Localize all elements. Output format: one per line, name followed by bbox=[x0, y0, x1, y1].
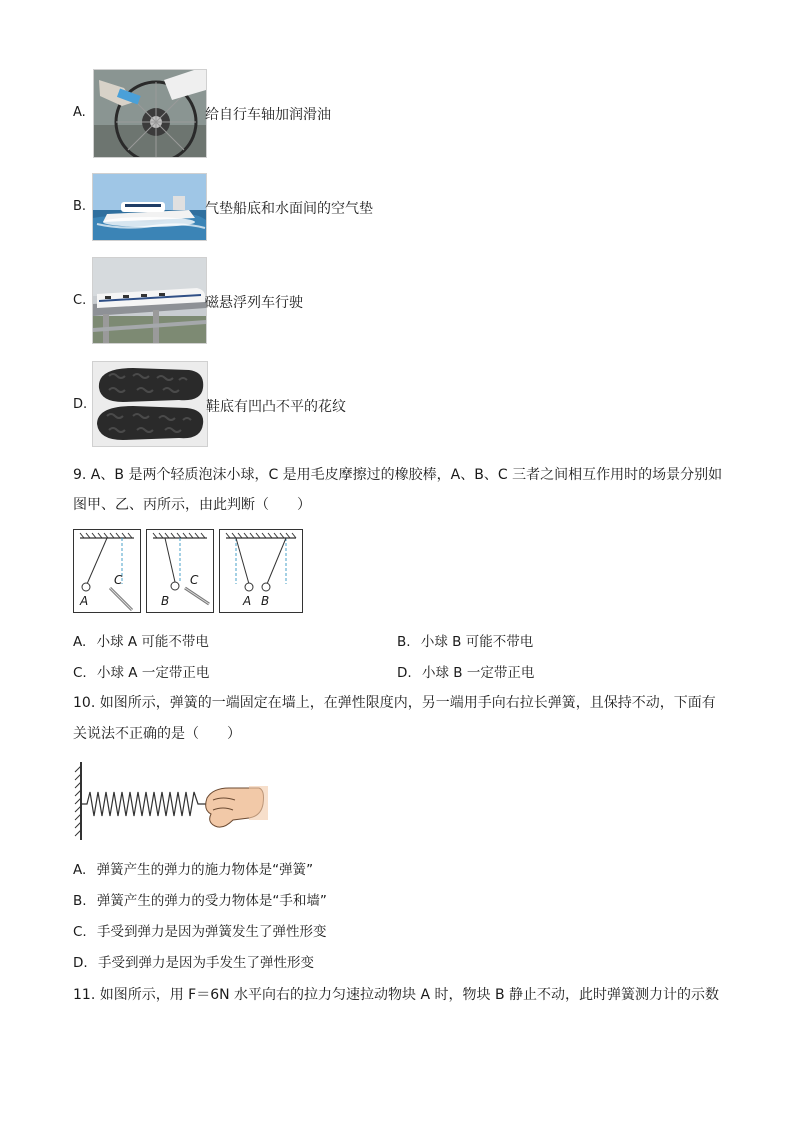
q9-choice-d[interactable] bbox=[397, 661, 534, 681]
q10-choice-c-text: 手受到弹力是因为弹簧发生了弹性形变 bbox=[97, 924, 327, 940]
q9-figure-panel-1 bbox=[73, 529, 141, 613]
q9-choice-c[interactable] bbox=[73, 661, 209, 681]
q10-stem-line2: 关说法不正确的是（ ） bbox=[73, 726, 241, 742]
option-d-text: 鞋底有凹凸不平的花纹 bbox=[206, 399, 346, 415]
q9-choice-a[interactable] bbox=[73, 630, 209, 650]
q9-choice-b-label: B. bbox=[397, 634, 411, 650]
shoe-sole-photo bbox=[92, 361, 208, 447]
q9-choice-d-label: D. bbox=[397, 665, 412, 681]
maglev-train-photo bbox=[92, 257, 207, 344]
q9-choice-b-text: 小球 B 可能不带电 bbox=[420, 634, 534, 650]
q9-figure-panel-2 bbox=[146, 529, 214, 613]
q9-figure-panel-3 bbox=[219, 529, 303, 613]
option-d-label: D. bbox=[73, 397, 88, 412]
q9-stem-line1: 9. A、B 是两个轻质泡沫小球，C 是用毛皮摩擦过的橡胶棒，A、B、C 三者之间相互作用时的场景分别如 bbox=[73, 467, 723, 483]
q10-choice-d-label: D. bbox=[73, 955, 88, 971]
option-c-text: 磁悬浮列车行驶 bbox=[205, 295, 303, 311]
hovercraft-photo bbox=[92, 173, 207, 241]
q10-choice-c[interactable] bbox=[73, 920, 327, 940]
q10-choice-a-text: 弹簧产生的弹力的施力物体是“弹簧” bbox=[96, 862, 314, 878]
q10-spring-figure bbox=[73, 760, 268, 842]
q9-choice-d-text: 小球 B 一定带正电 bbox=[421, 665, 535, 681]
option-c-label: C. bbox=[73, 293, 87, 308]
q9-fig2-label-c: C bbox=[190, 573, 199, 587]
option-b-text: 气垫船底和水面间的空气垫 bbox=[205, 201, 373, 217]
q9-fig2-label-b: B bbox=[161, 594, 170, 608]
q9-fig3-label-a: A bbox=[243, 594, 252, 608]
q11-stem-line1: 11. 如图所示，用 F＝6N 水平向右的拉力匀速拉动物块 A 时，物块 B 静止不动，此时弹簧测力计的示数 bbox=[73, 987, 720, 1003]
bicycle-oiling-photo bbox=[93, 69, 207, 158]
q9-fig1-label-c: C bbox=[114, 573, 123, 587]
q10-choice-b-label: B. bbox=[73, 893, 87, 909]
q9-choice-b[interactable] bbox=[397, 630, 533, 650]
q10-choice-b-text: 弹簧产生的弹力的受力物体是“手和墙” bbox=[96, 893, 327, 909]
q10-choice-a[interactable] bbox=[73, 858, 313, 878]
q9-fig3-label-b: B bbox=[261, 594, 270, 608]
q10-choice-c-label: C. bbox=[73, 924, 87, 940]
q9-choice-c-text: 小球 A 一定带正电 bbox=[97, 665, 210, 681]
q9-stem-line2: 图甲、乙、丙所示，由此判断（ ） bbox=[73, 497, 311, 513]
q10-choice-a-label: A. bbox=[73, 862, 87, 878]
option-a-label: A. bbox=[73, 105, 86, 120]
q10-choice-d-text: 手受到弹力是因为手发生了弹性形变 bbox=[97, 955, 314, 971]
q9-choice-a-label: A. bbox=[73, 634, 87, 650]
q10-choice-b[interactable] bbox=[73, 889, 327, 909]
q9-choice-a-text: 小球 A 可能不带电 bbox=[96, 634, 209, 650]
q10-stem-line1: 10. 如图所示，弹簧的一端固定在墙上，在弹性限度内，另一端用手向右拉长弹簧，且保持不动，下面有 bbox=[73, 695, 716, 711]
option-a-text: 给自行车轴加润滑油 bbox=[205, 107, 331, 123]
q10-choice-d[interactable] bbox=[73, 951, 314, 971]
q9-fig1-label-a: A bbox=[80, 594, 89, 608]
q9-choice-c-label: C. bbox=[73, 665, 87, 681]
option-b-label: B. bbox=[73, 199, 87, 214]
